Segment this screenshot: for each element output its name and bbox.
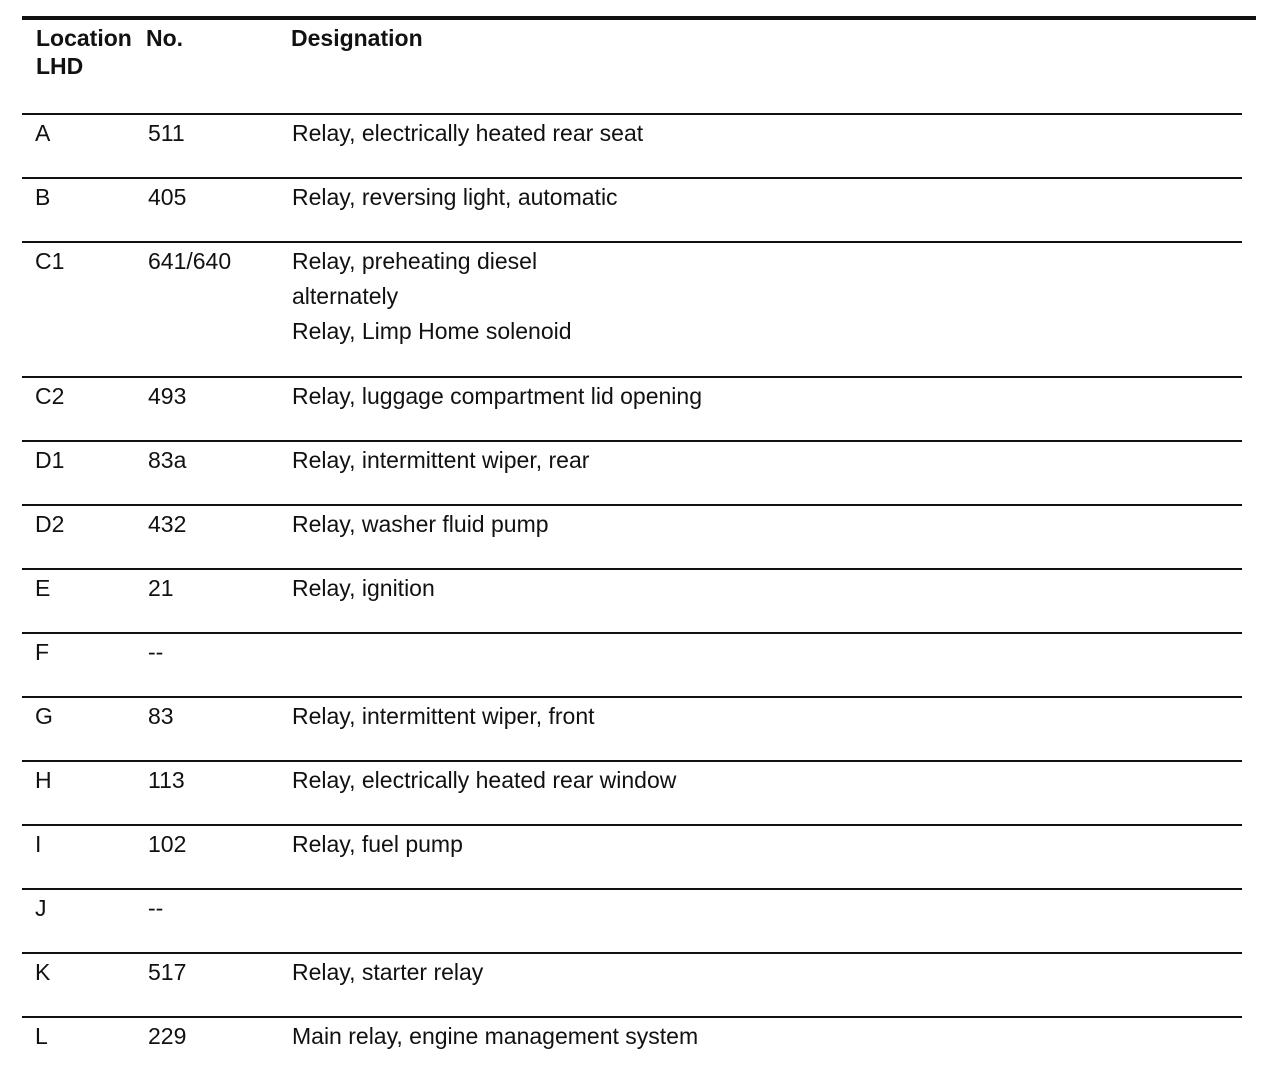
table-row: [0, 824, 1280, 888]
table-row: [0, 888, 1280, 952]
table-top-rule: [22, 16, 1256, 20]
table-body: [0, 113, 1280, 1066]
designation-line: Relay, intermittent wiper, front: [292, 703, 595, 729]
cell-location: E: [35, 575, 51, 601]
designation-line: Relay, electrically heated rear seat: [292, 120, 644, 146]
designation-line: Relay, intermittent wiper, rear: [292, 447, 590, 473]
cell-designation: [292, 571, 1232, 606]
cell-designation: [292, 379, 1232, 414]
cell-number: 83: [148, 703, 174, 729]
table-row: [0, 696, 1280, 760]
cell-designation: [292, 827, 1232, 862]
cell-location: J: [35, 895, 47, 921]
designation-line: Relay, washer fluid pump: [292, 511, 549, 537]
cell-number: 113: [148, 767, 185, 793]
cell-location: K: [35, 959, 51, 985]
cell-number: --: [148, 895, 164, 921]
cell-number: 83a: [148, 447, 187, 473]
header-location-line1: Location: [36, 25, 132, 51]
cell-designation: [292, 507, 1232, 542]
table-row: [0, 568, 1280, 632]
table-row: [0, 440, 1280, 504]
cell-number: 102: [148, 831, 187, 857]
cell-location: L: [35, 1023, 48, 1049]
designation-line: alternately: [292, 283, 399, 309]
designation-line: Main relay, engine management system: [292, 1023, 699, 1049]
header-location: [36, 24, 136, 80]
cell-designation: [292, 244, 1232, 349]
header-number: No.: [146, 25, 184, 51]
designation-line: Relay, reversing light, automatic: [292, 184, 618, 210]
cell-designation: [292, 699, 1232, 734]
cell-designation: [292, 955, 1232, 990]
cell-number: 229: [148, 1023, 187, 1049]
table-row: [0, 760, 1280, 824]
table-row: [0, 113, 1280, 177]
cell-number: --: [148, 639, 164, 665]
cell-designation: [292, 443, 1232, 478]
header-designation: Designation: [291, 25, 423, 51]
cell-designation: [292, 180, 1232, 215]
designation-line: Relay, ignition: [292, 575, 435, 601]
designation-line: Relay, starter relay: [292, 959, 484, 985]
cell-location: H: [35, 767, 52, 793]
table-header: [0, 24, 1280, 114]
cell-location: F: [35, 639, 50, 665]
table-row: [0, 632, 1280, 696]
cell-location: D2: [35, 511, 65, 537]
designation-line: Relay, preheating diesel: [292, 248, 538, 274]
cell-number: 432: [148, 511, 187, 537]
cell-location: A: [35, 120, 51, 146]
cell-location: D1: [35, 447, 65, 473]
table-row: [0, 504, 1280, 568]
cell-location: C2: [35, 383, 65, 409]
cell-designation: [292, 763, 1232, 798]
cell-number: 511: [148, 120, 185, 146]
designation-line: Relay, electrically heated rear window: [292, 767, 677, 793]
cell-designation: [292, 1019, 1232, 1054]
cell-number: 641/640: [148, 248, 232, 274]
cell-number: 493: [148, 383, 187, 409]
cell-location: C1: [35, 248, 65, 274]
designation-line: Relay, Limp Home solenoid: [292, 318, 572, 344]
designation-line: Relay, fuel pump: [292, 831, 463, 857]
header-location-line2: LHD: [36, 53, 84, 79]
designation-line: Relay, luggage compartment lid opening: [292, 383, 702, 409]
cell-number: 517: [148, 959, 187, 985]
cell-location: I: [35, 831, 42, 857]
table-row: [0, 177, 1280, 241]
table-row: [0, 376, 1280, 440]
cell-location: B: [35, 184, 51, 210]
cell-location: G: [35, 703, 53, 729]
table-row: [0, 952, 1280, 1016]
cell-designation: [292, 116, 1232, 151]
cell-number: 405: [148, 184, 187, 210]
table-row: [0, 1016, 1280, 1066]
cell-number: 21: [148, 575, 174, 601]
table-row: [0, 241, 1280, 376]
